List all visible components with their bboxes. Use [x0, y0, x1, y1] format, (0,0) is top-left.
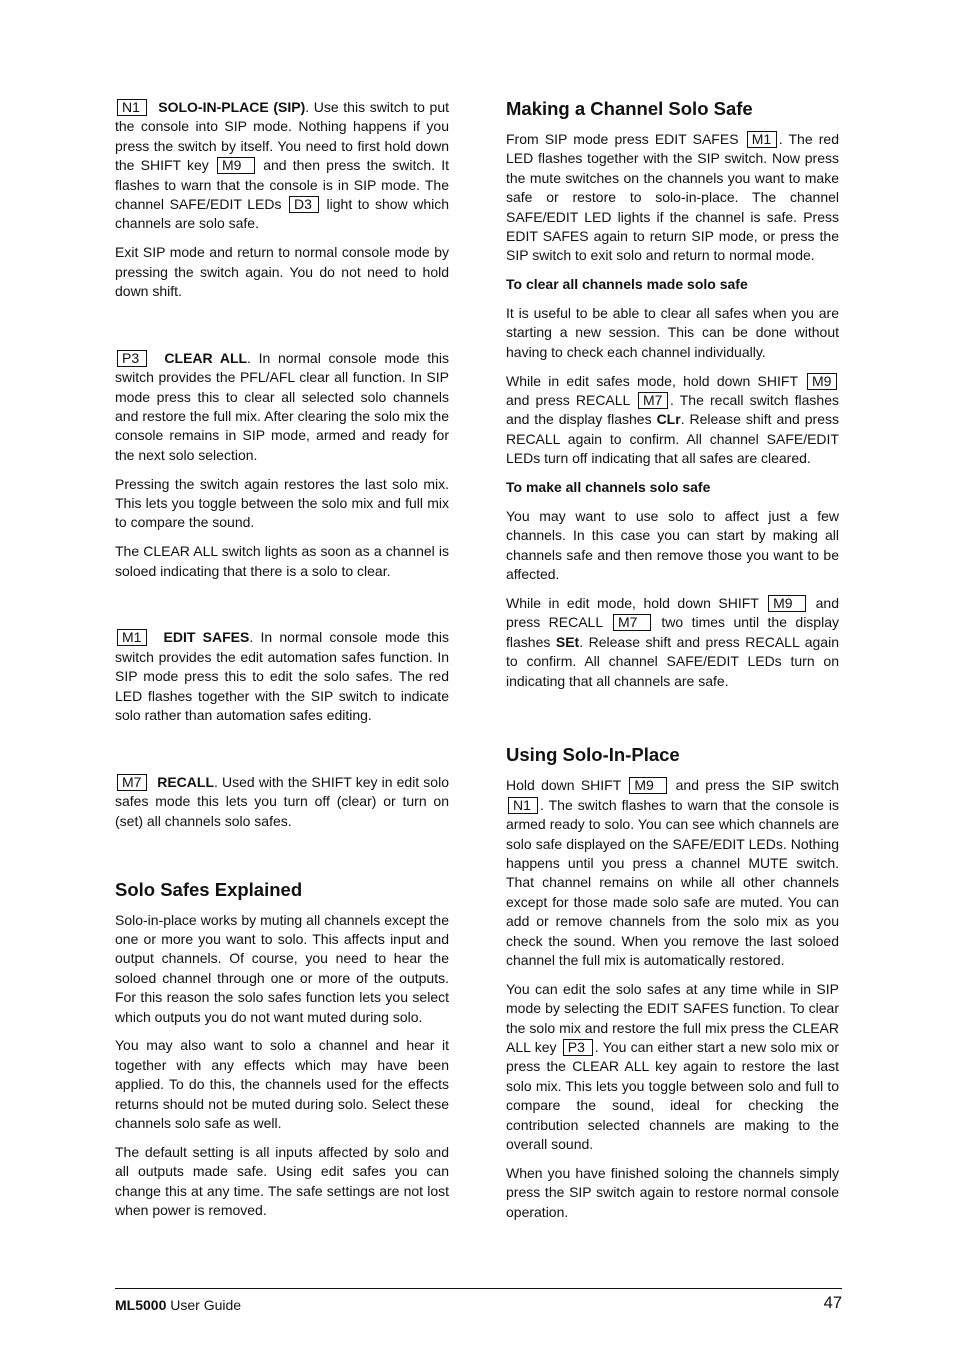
paragraph: Pressing the switch again restores the last solo mix. This lets you toggle between the solo mix and full mix to compare the sound. [115, 475, 449, 531]
key-label: M7 [613, 614, 651, 631]
footer-rule [115, 1288, 842, 1289]
section-heading: Solo Safes Explained [115, 878, 303, 900]
switch-title: SOLO-IN-PLACE (SIP) [158, 99, 306, 115]
paragraph: It is useful to be able to clear all safes when you are starting a new session. This can be done without having to check each channel individually. [506, 305, 839, 360]
paragraph: Hold down SHIFT M9 and press the SIP switch N1 . The switch flashes to warn that the console is armed ready to solo. You can see which channels are solo safe displayed on the SAFE/EDIT LEDs. Nothing happens until you press a channel MUTE switch. That channel remains on while all other channels except for those made solo safe are muted. You can add or remove channels from the solo mix as you check the sound. When you remove the last soloed channel the full mix is automatically restored. [506, 777, 840, 968]
paragraph: The CLEAR ALL switch lights as soon as a channel is soloed indicating that there is a solo to clear. [115, 543, 449, 579]
key-label: M7 [117, 774, 147, 791]
key-label: D3 [289, 196, 319, 213]
section-heading: Using Solo-In-Place [506, 744, 680, 766]
section-heading: Making a Channel Solo Safe [506, 98, 753, 119]
paragraph: You may want to use solo to affect just a few channels. In this case you can start by making all channels safe and then remove those you want to be affected. [506, 507, 839, 583]
key-label: N1 [117, 99, 147, 116]
paragraph: The default setting is all inputs affected by solo and all outputs made safe. Using edit safes you can change this at any time. The safe settings are not lost when power is removed. [115, 1143, 449, 1218]
page-number: 47 [823, 1294, 842, 1312]
recall-description: M7 RECALL. Used with the SHIFT key in edit solo safes mode this lets you turn off (clear) or turn on (set) all channels solo safes. [115, 773, 449, 829]
paragraph: You can edit the solo safes at any time while in SIP mode by selecting the EDIT SAFES function. To clear the solo mix and restore the full mix press the CLEAR ALL key P3 . You can either start a new solo mix or press the CLEAR ALL key again to restore the last solo mix. This lets you toggle between solo and full to compare the sound, ideal for checking the contribution selected channels are making to the overall sound. [506, 980, 839, 1152]
key-label: M9 [217, 157, 255, 174]
paragraph: From SIP mode press EDIT SAFES M1 . The red LED flashes together with the SIP switch. Now press the mute switches on the channels you want to make safe or restore to solo-in-place. The channel SAFE/EDIT LED lights if the channel is safe. Press EDIT SAFES again to return SIP mode, or press the SIP switch to exit solo and return to normal mode. [506, 131, 840, 264]
subheading: To make all channels solo safe [506, 479, 711, 496]
paragraph: Exit SIP mode and return to normal console mode by pressing the switch again. You do not need to hold down shift. [115, 244, 449, 300]
switch-title: EDIT SAFES [163, 629, 250, 646]
switch-title: CLEAR ALL [164, 349, 248, 366]
footer-title: ML5000 User Guide [115, 1297, 242, 1313]
edit-safes-description: M1 EDIT SAFES. In normal console mode this switch provides the edit automation safes function. In SIP mode press this to edit the solo safes. The red LED flashes together with the SIP switch to indicate solo rather than automation safes editing. [115, 629, 449, 724]
key-label: M9 [629, 777, 667, 794]
subheading: To clear all channels made solo safe [506, 276, 748, 293]
clear-all-description: P3 CLEAR ALL. In normal console mode this switch provides the PFL/AFL clear all function. In SIP mode press this to clear all selected solo channels and restore the full mix. After clearing the solo mix the console remains in SIP mode, armed and ready for the next solo selection. [115, 349, 449, 463]
key-label: M1 [747, 131, 777, 148]
paragraph: When you have finished soloing the channels simply press the SIP switch again to restore normal console operation. [506, 1164, 839, 1220]
key-label: P3 [117, 350, 147, 367]
paragraph: While in edit safes mode, hold down SHIFT M9 and press RECALL M7 . The recall switch flashes and the display flashes CLr. Release shift and press RECALL again to confirm. All channel SAFE/EDIT LEDs turn off indicating that all safes are cleared. [506, 372, 839, 467]
key-label: N1 [508, 797, 538, 814]
paragraph: While in edit mode, hold down SHIFT M9 and press RECALL M7 two times until the display flashes SEt. Release shift and press RECALL again to confirm. All channel SAFE/EDIT LEDs turn on indicating that all channels are safe. [506, 594, 839, 689]
sip-description: N1 SOLO-IN-PLACE (SIP). Use this switch to put the console into SIP mode. Nothing happens if you press the switch by itself. You need to first hold down the SHIFT key M9 and then press the switch. It flashes to warn that the console is in SIP mode. The channel SAFE/EDIT LEDs D3 light to show which channels are solo safe. [115, 99, 449, 232]
paragraph: You may also want to solo a channel and hear it together with any effects which may have been applied. To do this, the channels used for the effects returns should not be muted during solo. Select these channels solo safe as well. [115, 1037, 449, 1131]
paragraph: Solo-in-place works by muting all channels except the one or more you want to solo. This affects input and output channels. Of course, you need to hear the soloed channel through one or more of the outputs. For this reason the solo safes function lets you select which outputs you do not want muted during solo. [115, 911, 449, 1025]
switch-title: RECALL [157, 773, 215, 790]
right-column [506, 98, 839, 1231]
key-label: M1 [117, 629, 147, 646]
key-label: P3 [563, 1039, 593, 1056]
key-label: M9 [807, 373, 837, 390]
left-column [115, 98, 449, 1230]
key-label: M7 [638, 392, 668, 409]
key-label: M9 [768, 595, 806, 612]
